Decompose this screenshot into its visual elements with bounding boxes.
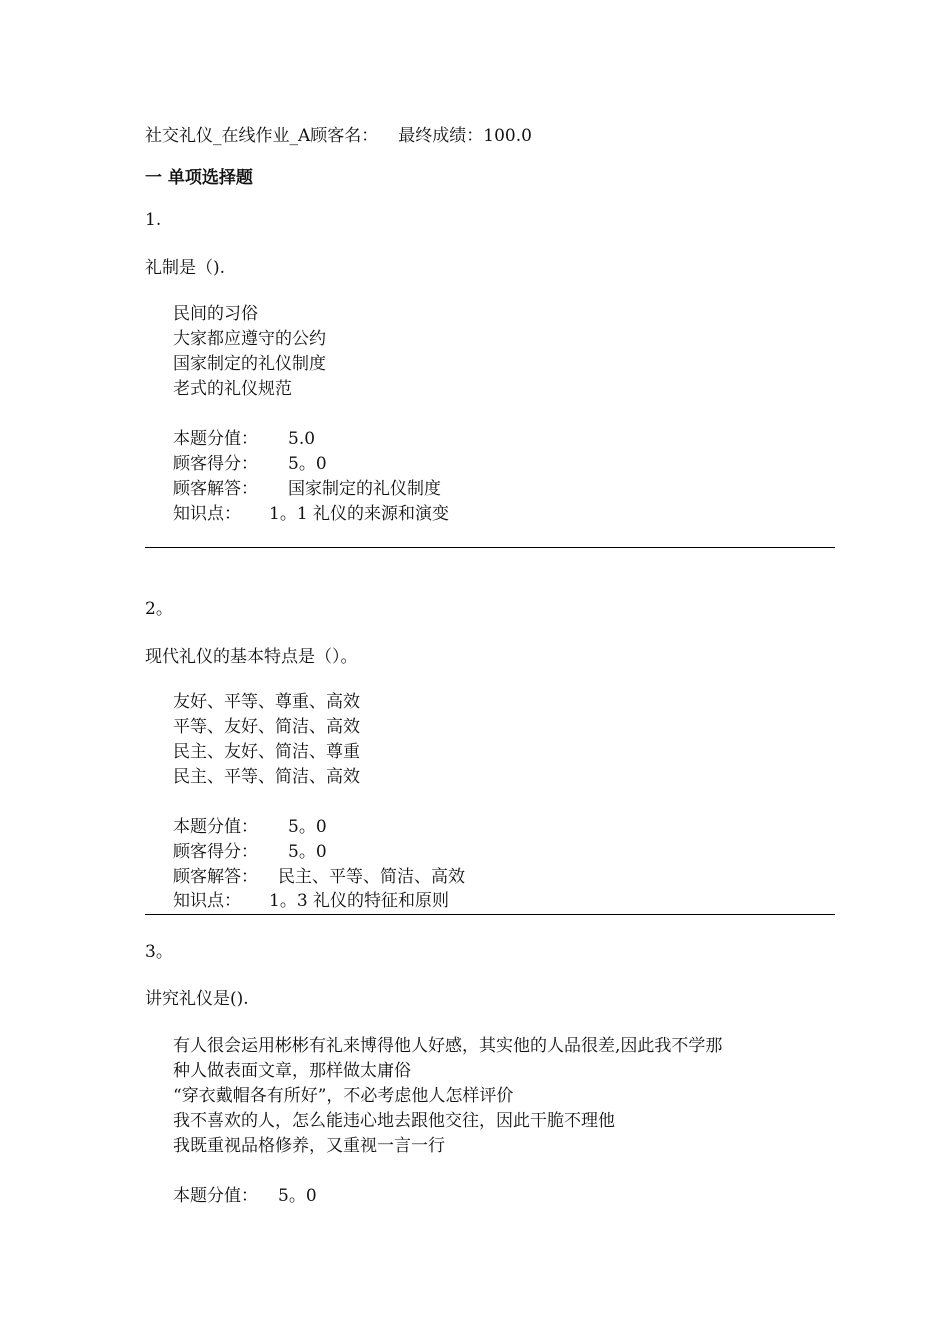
answer-option: 民主、友好、简洁、尊重 xyxy=(173,742,360,762)
customer-answer-label: 顾客解答： xyxy=(173,479,258,499)
question-number: 1. xyxy=(145,210,162,230)
question-value: 5。0 xyxy=(288,817,327,837)
customer-score-label: 顾客得分： xyxy=(173,842,258,862)
answer-option: 民间的习俗 xyxy=(173,304,258,324)
knowledge-point-label: 知识点： xyxy=(173,891,241,911)
document-title: 社交礼仪_在线作业_A顾客名： xyxy=(145,126,379,146)
final-score-value: 100.0 xyxy=(483,126,532,146)
knowledge-point-row xyxy=(173,889,449,914)
question-stem: 讲究礼仪是(). xyxy=(145,989,249,1009)
answer-option: 我既重视品格修养，又重视一言一行 xyxy=(173,1136,445,1156)
answer-option: 我不喜欢的人，怎么能违心地去跟他交往，因此干脆不理他 xyxy=(173,1111,615,1131)
final-score-label: 最终成绩： xyxy=(398,126,484,146)
customer-score-label: 顾客得分： xyxy=(173,454,258,474)
answer-option: 有人很会运用彬彬有礼来博得他人好感，其实他的人品很差,因此我不学那 xyxy=(173,1036,723,1056)
answer-option: 平等、友好、简洁、高效 xyxy=(173,717,360,737)
customer-score-row xyxy=(173,840,327,865)
question-divider xyxy=(145,547,835,548)
section-title: 一 单项选择题 xyxy=(145,168,253,188)
question-value-label: 本题分值： xyxy=(173,817,258,837)
knowledge-point-row xyxy=(173,502,449,527)
answer-option: 大家都应遵守的公约 xyxy=(173,329,326,349)
question-value-label: 本题分值： xyxy=(173,429,258,449)
customer-answer-row xyxy=(173,477,441,502)
document-header xyxy=(145,124,532,149)
question-value-row xyxy=(173,427,315,452)
question-number: 3。 xyxy=(145,942,173,962)
question-number: 2。 xyxy=(145,599,173,619)
customer-score-row xyxy=(173,452,327,477)
question-value: 5.0 xyxy=(288,429,316,449)
customer-answer-row xyxy=(173,865,465,890)
customer-score: 5。0 xyxy=(288,842,327,862)
question-stem: 现代礼仪的基本特点是（）。 xyxy=(145,647,358,667)
question-value-row xyxy=(173,1184,317,1209)
answer-option: “穿衣戴帽各有所好”，不必考虑他人怎样评价 xyxy=(173,1086,514,1106)
knowledge-point: 1。1 礼仪的来源和演变 xyxy=(269,504,450,524)
answer-option: 友好、平等、尊重、高效 xyxy=(173,692,360,712)
question-value: 5。0 xyxy=(278,1186,317,1206)
answer-option: 民主、平等、简洁、高效 xyxy=(173,767,360,787)
customer-score: 5。0 xyxy=(288,454,327,474)
answer-option: 种人做表面文章，那样做太庸俗 xyxy=(173,1061,411,1081)
knowledge-point: 1。3 礼仪的特征和原则 xyxy=(269,891,450,911)
customer-answer-label: 顾客解答： xyxy=(173,867,258,887)
question-divider xyxy=(145,914,835,915)
customer-answer: 民主、平等、简洁、高效 xyxy=(278,867,465,887)
knowledge-point-label: 知识点： xyxy=(173,504,241,524)
question-value-label: 本题分值： xyxy=(173,1186,258,1206)
question-value-row xyxy=(173,815,327,840)
customer-answer: 国家制定的礼仪制度 xyxy=(288,479,441,499)
answer-option: 老式的礼仪规范 xyxy=(173,379,292,399)
question-stem: 礼制是（). xyxy=(145,258,226,278)
answer-option: 国家制定的礼仪制度 xyxy=(173,354,326,374)
